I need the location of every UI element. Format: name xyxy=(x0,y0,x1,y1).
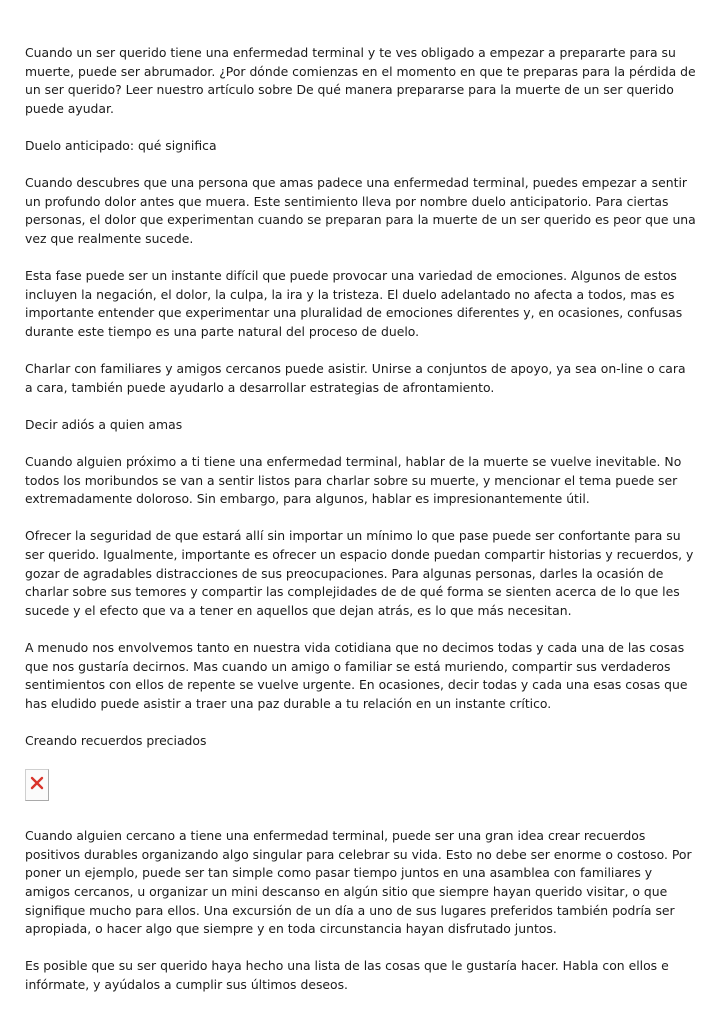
paragraph-sharing-feelings: A menudo nos envolvemos tanto en nuestra vida cotidiana que no decimos todas y cada una de las cosas que nos gustaría decirnos. Mas cuando un amigo o familiar se está muriendo, compartir sus verdaderos sentimientos con ellos de repente se vuelve urgente. En ocasiones, decir todas y cada una esas cosas que has eludido puede asistir a traer una paz durable a tu relación en un instante crítico. xyxy=(25,640,688,711)
paragraph-talking-death: Cuando alguien próximo a ti tiene una enfermedad terminal, hablar de la muerte se vuelve inevitable. No todos los moribundos se van a sentir listos para charlar sobre su muerte, y mencionar el tema puede ser extremadamente doloroso. Sin embargo, para algunos, hablar es impresionantemente útil. xyxy=(25,454,682,507)
paragraph-emotions: Esta fase puede ser un instante difícil que puede provocar una variedad de emociones. Algunos de estos incluyen la negación, el dolor, la culpa, la ira y la tristeza. El duelo adelantado no afecta a todos, mas es importante entender que experimentar una pluralidad de emociones diferentes y, en ocasiones, confusas durante este tiempo es una parte natural del proceso de duelo. xyxy=(25,268,683,339)
paragraph-memories: Cuando alguien cercano a tiene una enfermedad terminal, puede ser una gran idea crear recuerdos positivos durables organizando algo singular para celebrar su vida. Esto no debe ser enorme o costoso. Por poner un ejemplo, puede ser tan simple como pasar tiempo juntos en una asamblea con familiares y amigos cercanos, u organizar un mini descanso en algún sitio que siempre hayan querido visitar, o que signifique mucho para ellos. Una excursión de un día a uno de sus lugares preferidos también podría ser apropiada, o hacer algo que siempre y en toda circunstancia hayan disfrutado juntos. xyxy=(25,828,692,937)
paragraph-intro: Cuando un ser querido tiene una enfermedad terminal y te ves obligado a empezar a prepararte para su muerte, puede ser abrumador. ¿Por dónde comienzas en el momento en que te preparas para la pérdida de un ser querido? Leer nuestro artículo sobre De qué manera prepararse para la muerte de un ser querido puede ayudar. xyxy=(25,45,696,116)
paragraph-support: Charlar con familiares y amigos cercanos puede asistir. Unirse a conjuntos de apoyo, ya sea on-line o cara a cara, también puede ayudarlo a desarrollar estrategias de afrontamiento. xyxy=(25,361,686,395)
paragraph-reassurance: Ofrecer la seguridad de que estará allí sin importar un mínimo lo que pase puede ser confortante para su ser querido. Igualmente, importante es ofrecer un espacio donde puedan compartir historias y recuerdos, y gozar de agradables distracciones de sus preocupaciones. Para algunas personas, darles la ocasión de charlar sobre sus temores y compartir las complejidades de de qué forma se sienten acerca de lo que les sucede y el efecto que va a tener en aquellos que dejan atrás, es lo que más necesitan. xyxy=(25,528,694,618)
article-body xyxy=(25,44,697,1013)
paragraph-last-wishes: Es posible que su ser querido haya hecho una lista de las cosas que le gustaría hacer. Habla con ellos e infórmate, y ayúdalos a cumplir sus últimos deseos. xyxy=(25,958,669,992)
paragraph-duelo-definition: Cuando descubres que una persona que amas padece una enfermedad terminal, puedes empezar a sentir un profundo dolor antes que muera. Este sentimiento lleva por nombre duelo anticipatorio. Para ciertas personas, el dolor que experimentan cuando se preparan para la muerte de un ser querido es peor que una vez que realmente sucede. xyxy=(25,175,696,246)
broken-image-icon xyxy=(25,769,49,801)
heading-decir-adios: Decir adiós a quien amas xyxy=(25,416,183,432)
heading-duelo-anticipado: Duelo anticipado: qué significa xyxy=(25,137,217,153)
broken-image-x-mark xyxy=(30,776,44,790)
heading-recuerdos: Creando recuerdos preciados xyxy=(25,732,207,748)
